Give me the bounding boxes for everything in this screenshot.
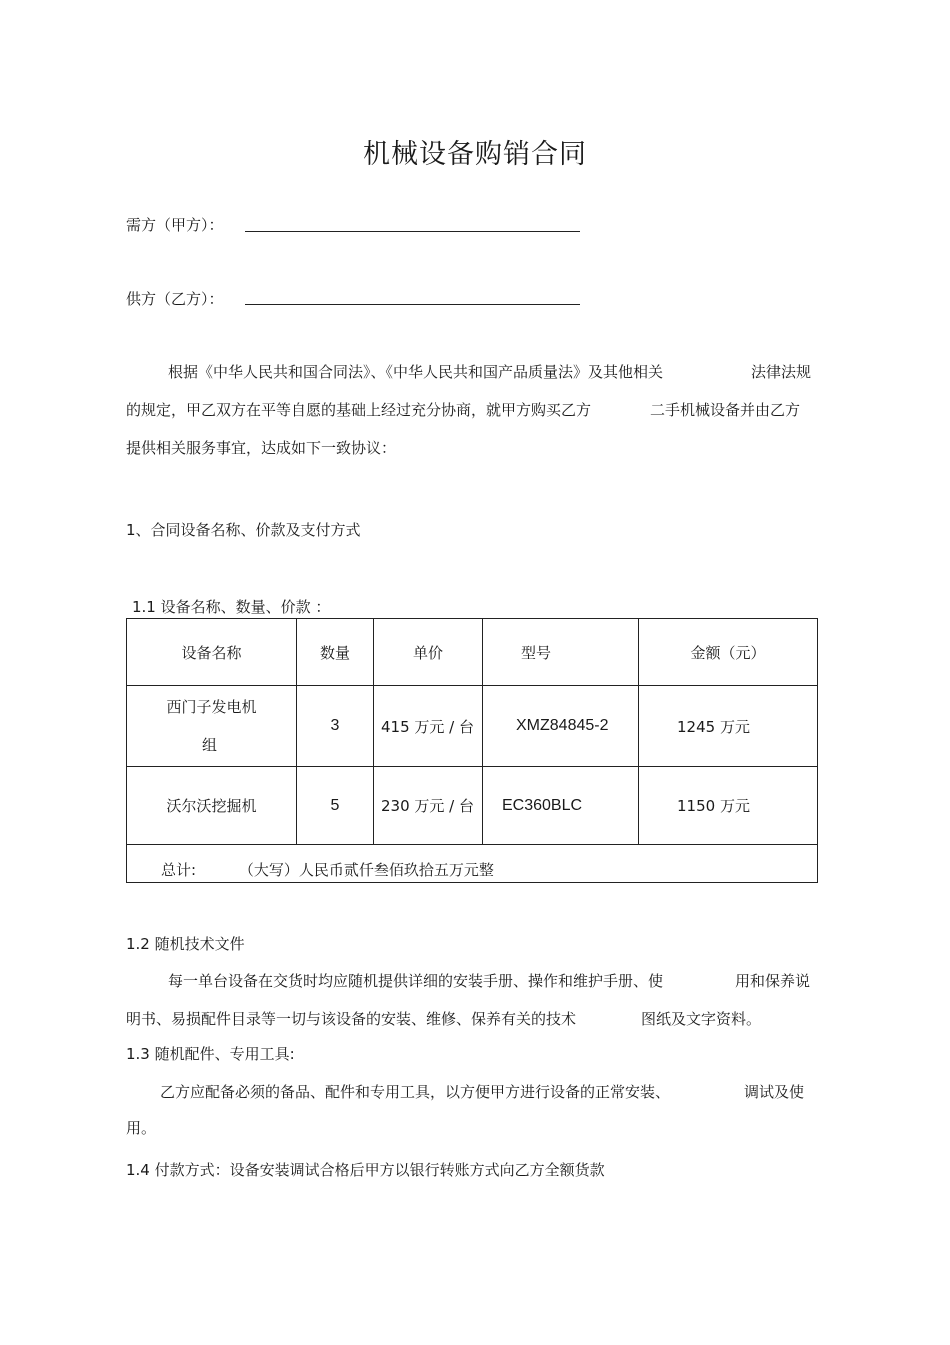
section1-2-line1-a: 每一单台设备在交货时均应随机提供详细的安装手册、操作和维护手册、使: [168, 972, 664, 990]
section1-heading: 1、合同设备名称、价款及支付方式: [126, 521, 361, 539]
intro-line2-b: 二手机械设备并由乙方: [650, 401, 801, 419]
section1-3-line1-a: 乙方应配备必须的备品、配件和专用工具，以方便甲方进行设备的正常安装、: [160, 1083, 671, 1101]
table-row: [127, 767, 818, 845]
intro-line1-b: 法律法规: [751, 363, 812, 381]
buyer-blank-line: [245, 231, 580, 232]
amount-cell: 1245 万元: [639, 686, 818, 767]
header-model: 型号: [483, 619, 639, 686]
section1-2-line1-b: 用和保养说: [735, 972, 811, 990]
section1-3-line1-b: 调试及使: [744, 1083, 805, 1101]
seller-blank-line: [245, 304, 580, 305]
table-header-row: [127, 619, 818, 686]
intro-line3: 提供相关服务事宜，达成如下一致协议：: [126, 439, 397, 457]
section1-2-line2-a: 明书、易损配件目录等一切与该设备的安装、维修、保养有关的技术: [126, 1010, 577, 1028]
quantity-cell: 3: [297, 686, 374, 767]
section1-3-heading: 1.3 随机配件、专用工具:: [126, 1045, 295, 1063]
section1-3-line2: 用。: [126, 1119, 157, 1137]
total-cell: [127, 845, 818, 883]
equipment-name-cell: [127, 686, 297, 767]
header-amount: 金额（元）: [639, 619, 818, 686]
buyer-label: 需方（甲方）：: [126, 216, 224, 234]
table-row: [127, 686, 818, 767]
header-qty: 数量: [297, 619, 374, 686]
unit-price-cell: 230 万元 / 台: [374, 767, 483, 845]
section1-2-line2-b: 图纸及文字资料。: [641, 1010, 762, 1028]
equipment-table: [126, 618, 818, 883]
page-title: 机械设备购销合同: [363, 139, 587, 170]
model-cell: XMZ84845-2: [483, 686, 639, 767]
section1-1-heading: 1.1 设备名称、数量、价款 ：: [132, 598, 331, 616]
equipment-name-line2: 组: [201, 736, 217, 754]
header-name: 设备名称: [127, 619, 297, 686]
total-value: （大写）人民币贰仟叁佰玖拾五万元整: [238, 861, 494, 879]
unit-price-cell: 415 万元 / 台: [374, 686, 483, 767]
seller-label: 供方（乙方）：: [126, 290, 224, 308]
equipment-name-line1: 西门子发电机: [166, 698, 257, 716]
total-label: 总计:: [161, 861, 197, 879]
section1-4-heading: 1.4 付款方式：设备安装调试合格后甲方以银行转账方式向乙方全额货款: [126, 1161, 605, 1179]
intro-line1-a: 根据《中华人民共和国合同法》、《中华人民共和国产品质量法》及其他相关: [168, 363, 664, 381]
equipment-name-cell: 沃尔沃挖掘机: [127, 767, 297, 845]
quantity-cell: 5: [297, 767, 374, 845]
intro-line2-a: 的规定，甲乙双方在平等自愿的基础上经过充分协商，就甲方购买乙方: [126, 401, 592, 419]
model-cell: EC360BLC: [483, 767, 639, 845]
section1-2-heading: 1.2 随机技术文件: [126, 935, 245, 953]
table-total-row: [127, 845, 818, 883]
header-unit-price: 单价: [374, 619, 483, 686]
amount-cell: 1150 万元: [639, 767, 818, 845]
